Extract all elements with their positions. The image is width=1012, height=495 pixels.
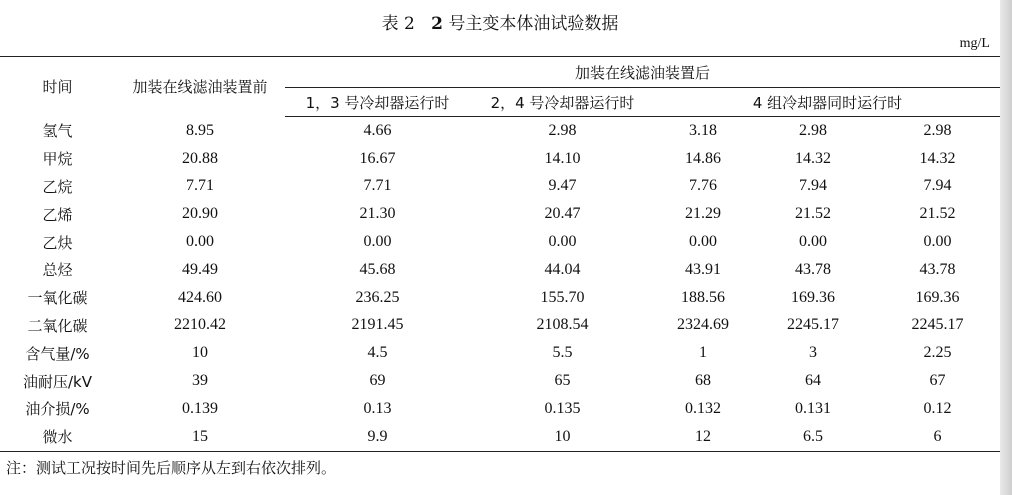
table-row	[0, 228, 1000, 256]
table-cell: 2.98	[799, 121, 827, 139]
table-cell: 0.00	[548, 233, 577, 251]
table-cell: 43.78	[795, 260, 831, 278]
table-cell: 43.78	[919, 260, 956, 278]
table-cell: 2245.17	[787, 316, 839, 334]
table-cell: 20.88	[182, 149, 218, 167]
table-cell: 21.29	[685, 205, 721, 223]
table-row	[0, 423, 1000, 451]
table-cell: 5.5	[552, 344, 573, 362]
caption-label: 表 2	[381, 14, 415, 34]
row-label: 乙烯	[42, 205, 73, 224]
table-cell: 2245.17	[911, 316, 964, 334]
table-cell: 2.98	[923, 121, 952, 139]
table-cell: 43.91	[685, 260, 721, 278]
row-label: 微水	[0, 423, 115, 451]
table-cell: 21.30	[359, 205, 396, 223]
table-cell: 21.52	[919, 205, 956, 223]
row-label: 含气量/%	[25, 344, 90, 363]
header-condition-2: 2，4 号冷却器运行时	[470, 88, 655, 117]
table-cell: 7.94	[799, 177, 827, 195]
table-cell: 3	[809, 344, 817, 362]
table-cell: 15	[115, 423, 285, 451]
table-cell: 169.36	[915, 288, 960, 306]
table-cell: 188.56	[681, 288, 725, 306]
table-cell: 9.47	[548, 177, 577, 195]
row-label: 油介损/%	[25, 400, 90, 419]
table-cell: 236.25	[355, 288, 400, 306]
table-cell: 64	[805, 372, 821, 390]
header-condition-1: 1，3 号冷却器运行时	[285, 88, 470, 117]
table-row	[0, 256, 1000, 284]
table-cell: 39	[192, 372, 208, 390]
table-cell: 0.132	[685, 399, 721, 417]
table-cell: 0.135	[544, 399, 581, 417]
row-label: 总烃	[42, 261, 73, 280]
table-row	[0, 145, 1000, 173]
table-cell: 9.9	[285, 423, 470, 451]
table-row	[0, 312, 1000, 340]
table-cell: 2.98	[548, 121, 577, 139]
table-cell: 0.131	[795, 399, 831, 417]
header-after: 加装在线滤油装置后	[285, 57, 1000, 88]
table-caption	[0, 9, 1000, 34]
table-cell: 6.5	[751, 423, 875, 451]
table-cell: 20.90	[182, 205, 218, 223]
table-cell: 424.60	[178, 288, 222, 306]
table-cell: 0.12	[923, 399, 952, 417]
table-row	[0, 284, 1000, 312]
table-row	[0, 367, 1000, 395]
table-cell: 1	[699, 344, 707, 362]
table-row	[0, 173, 1000, 201]
table-cell: 0.00	[799, 233, 827, 251]
table-cell: 6	[875, 423, 1000, 451]
table-cell: 68	[695, 372, 711, 390]
table-cell: 67	[929, 372, 946, 390]
header-before: 加装在线滤油装置前	[132, 78, 268, 97]
table-cell: 0.139	[182, 399, 218, 417]
oil-test-table	[0, 56, 1000, 452]
table-cell: 2191.45	[351, 316, 404, 334]
table-cell: 2108.54	[536, 316, 589, 334]
table-cell: 12	[655, 423, 751, 451]
table-cell: 16.67	[359, 149, 396, 167]
table-cell: 44.04	[544, 260, 581, 278]
table-cell: 14.86	[685, 149, 721, 167]
table-cell: 20.47	[544, 205, 581, 223]
table-cell: 0.00	[923, 233, 952, 251]
table-cell: 14.32	[919, 149, 956, 167]
table-cell: 7.71	[186, 177, 214, 195]
table-cell: 21.52	[795, 205, 831, 223]
table-cell: 7.76	[689, 177, 717, 195]
table-cell: 3.18	[689, 121, 717, 139]
table-cell: 7.71	[363, 177, 392, 195]
row-label: 乙炔	[42, 233, 73, 252]
table-cell: 10	[192, 344, 208, 362]
table-body	[0, 117, 1000, 452]
table-cell: 14.10	[544, 149, 581, 167]
table-cell: 45.68	[359, 260, 396, 278]
table-cell: 4.5	[367, 344, 388, 362]
table-cell: 0.00	[363, 233, 392, 251]
table-cell: 69	[369, 372, 386, 390]
table-cell: 169.36	[791, 288, 835, 306]
table-cell: 2324.69	[677, 316, 729, 334]
table-cell: 7.94	[923, 177, 952, 195]
table-cell: 0.00	[186, 233, 214, 251]
page-edge-shadow	[1000, 0, 1012, 495]
caption-number: 2	[431, 14, 443, 34]
table-cell: 10	[470, 423, 655, 451]
header-time: 时间	[42, 78, 73, 97]
row-label: 甲烷	[42, 150, 73, 169]
row-label: 一氧化碳	[27, 289, 88, 308]
table-row	[0, 339, 1000, 367]
row-label: 油耐压/kV	[22, 372, 92, 391]
table-note: 注：测试工况按时间先后顺序从左到右依次排列。	[6, 459, 337, 477]
table-cell: 49.49	[182, 260, 218, 278]
table-cell: 14.32	[795, 149, 831, 167]
row-label: 氢气	[42, 122, 73, 141]
table-cell: 8.95	[186, 121, 214, 139]
table-row	[0, 395, 1000, 423]
table-cell: 65	[554, 372, 571, 390]
row-label: 乙烷	[42, 177, 73, 196]
table-cell: 155.70	[540, 288, 585, 306]
table-cell: 2210.42	[174, 316, 226, 334]
caption-title: 号主变本体油试验数据	[448, 14, 619, 34]
row-label: 二氧化碳	[27, 316, 88, 335]
table-cell: 0.13	[363, 399, 392, 417]
table-cell: 0.00	[689, 233, 717, 251]
unit-label: mg/L	[959, 36, 990, 51]
header-condition-3: 4 组冷却器同时运行时	[655, 88, 1000, 117]
table-row	[0, 200, 1000, 228]
table-cell: 2.25	[923, 344, 952, 362]
table-row	[0, 117, 1000, 145]
table-cell: 4.66	[363, 121, 392, 139]
